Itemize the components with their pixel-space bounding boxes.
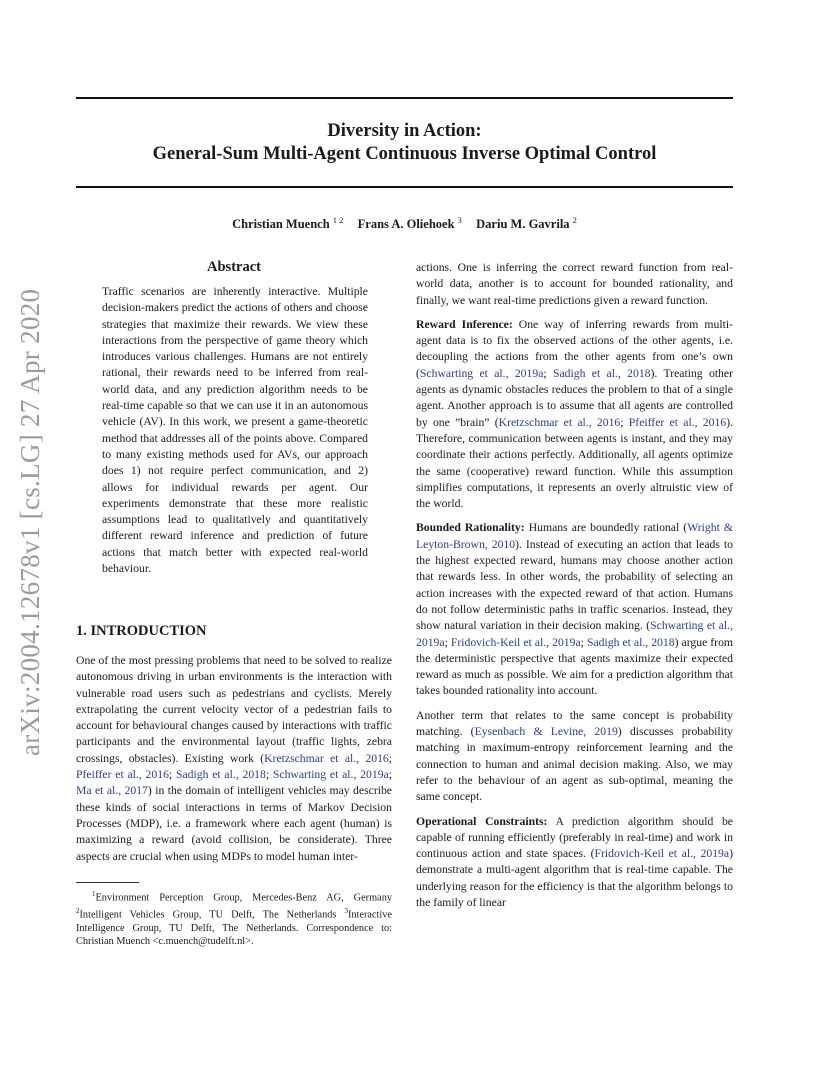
citation-link[interactable]: Kretzschmar et al., 2016	[498, 415, 621, 429]
citation-separator: ;	[265, 768, 273, 782]
citation-link[interactable]: Schwarting et al., 2019a	[416, 619, 733, 649]
paragraph-text: Another term that relates to the same concept is probability matching. (	[416, 708, 733, 739]
paragraph-probability-matching	[416, 708, 733, 806]
citation-link[interactable]: Pfeiffer et al., 2016	[76, 768, 169, 782]
author-name: Frans A. Oliehoek	[357, 217, 455, 232]
citation-link[interactable]: Eysenbach & Levine, 2019	[474, 725, 618, 739]
footnote-text: Intelligent Vehicles Group, TU Delft, The Netherlands	[79, 909, 345, 921]
paragraph-reward-inference	[416, 317, 733, 513]
footnote-rule	[76, 882, 139, 883]
footnote-marker: 3	[344, 906, 348, 915]
affiliation-footnote	[76, 888, 392, 948]
footnote-marker: 2	[76, 906, 80, 915]
paper-title	[76, 120, 733, 166]
paragraph-text: ). Instead of executing an action that leads to the highest expected reward, humans may choose another action that rewards less. In other words, the probability of selecting an action increases with the expected reward of that action. Humans do not follow deterministic paths in traffic scenarios. Instead, they show natural variation in their decision making. (	[416, 537, 734, 633]
paragraph-text: actions. One is inferring the correct reward function from real-world data, another is to account for bounded rationality, and finally, we want real-time predictions given a reward function.	[416, 261, 733, 307]
paragraph-operational-constraints	[416, 814, 733, 912]
paragraph-text: Humans are boundedly rational (	[524, 521, 688, 535]
introduction-paragraph	[76, 653, 392, 865]
abstract-text: Traffic scenarios are inherently interactive. Multiple decision-makers predict the actions of others and choose strategies that maximize their rewards. We view these interactions from the perspective of game theory which introduces various challenges. Humans are not entirely rational, their rewards need to be inferred from real-world data, and any prediction algorithm needs to be real-time capable so that we can use it in an autonomous vehicle (AV). In this work, we present a game-theoretic method that addresses all of the points above. Compared to many existing methods used for AVs, our approach does 1) not require perfect communication, and 2) allows for individual rewards per agent. Our experiments demonstrate that these more realistic assumptions lead to qualitatively and quantitatively different reward inference and prediction of future actions that match better with expected real-world behaviour.	[102, 285, 368, 576]
citation-separator: ;	[543, 366, 553, 380]
top-rule	[76, 97, 733, 99]
title-bottom-rule	[76, 186, 733, 188]
citation-separator: ;	[580, 635, 587, 649]
footnote-marker: 1	[92, 890, 96, 898]
citation-link[interactable]: Kretzschmar et al., 2016	[264, 751, 389, 765]
paragraph-text: ) demonstrate a multi-agent algorithm that is real-time capable. The underlying reason for the efficiency is that the algorithm belongs to the family of linear	[416, 847, 733, 909]
citation-separator: ;	[444, 635, 451, 649]
footnote-text: Environment Perception Group, Mercedes-Benz AG, Germany	[95, 892, 392, 904]
citation-separator: ;	[168, 768, 176, 782]
paragraph-text: A prediction algorithm should be capable of running efficiently (preferably in real-time) and work in continuous action and state spaces. (	[416, 814, 733, 861]
paragraph-heading: Operational Constraints:	[416, 814, 548, 828]
citation-separator: ;	[388, 768, 392, 782]
paragraph-heading: Reward Inference:	[416, 317, 513, 331]
author-name: Christian Muench	[232, 217, 330, 232]
citation-link[interactable]: Schwarting et al., 2019a	[419, 366, 544, 380]
paragraph-text: ). Treating other agents as dynamic obstacles reduces the problem to that of a single agent. Another approach is to assume that all agents are controlled by one ”brain” (	[416, 366, 733, 429]
citation-link[interactable]: Wright & Leyton-Brown, 2010	[416, 521, 733, 551]
title-line-1: Diversity in Action:	[327, 121, 482, 141]
title-line-2: General-Sum Multi-Agent Continuous Inverse Optimal Control	[152, 144, 657, 164]
author-affiliation: 1 2	[332, 215, 344, 225]
right-column	[416, 260, 733, 919]
citation-link[interactable]: Pfeiffer et al., 2016	[628, 415, 727, 429]
paragraph-text: ) discusses probability matching in maximum-entropy reinforcement learning and the connection to human and animal decision making. Also, we may refer to the behaviour of an agent as sub-optimal, meaning the same concept.	[416, 725, 733, 804]
author-affiliation: 3	[457, 215, 462, 225]
section-heading-introduction: 1. INTRODUCTION	[76, 623, 207, 639]
citation-link[interactable]: Ma et al., 2017	[76, 784, 148, 798]
abstract-heading: Abstract	[207, 259, 261, 275]
paragraph-bounded-rationality	[416, 520, 733, 699]
paragraph-text: One way of inferring rewards from multi-agent data is to fix the observed actions of the other agents, i.e. decoupling the actions from the other agents from one’s own (	[416, 317, 733, 380]
arxiv-identifier-stamp[interactable]: arXiv:2004.12678v1 [cs.LG] 27 Apr 2020	[15, 288, 45, 756]
citation-link[interactable]: Sadigh et al., 2018	[175, 768, 266, 782]
author-affiliation: 2	[572, 215, 577, 225]
paragraph-text: ) argue from the deterministic perspective that agents maximize their expected reward as much as possible. We aim for a prediction algorithm that takes bounded rationality into account.	[416, 635, 734, 698]
author-name: Dariu M. Gavrila	[476, 217, 570, 232]
citation-separator: ;	[620, 415, 629, 429]
citation-separator: ;	[388, 751, 393, 765]
author-list	[76, 215, 733, 232]
citation-link[interactable]: Sadigh et al., 2018	[586, 635, 675, 649]
citation-link[interactable]: Fridovich-Keil et al., 2019a	[450, 635, 581, 649]
citation-link[interactable]: Sadigh et al., 2018	[552, 366, 651, 380]
intro-text: One of the most pressing problems that need to be solved to realize autonomous driving in urban environments is the interaction with vulnerable road users such as pedestrians and cyclists. Merely extrapolating the current velocity vector of a pedestrian fails to account for behavioural changes caused by interactions with traffic participants and the environmental layout (traffic lights, zebra crossings, obstacles). Existing work (	[76, 654, 392, 765]
paragraph-heading: Bounded Rationality:	[416, 521, 525, 535]
citation-link[interactable]: Fridovich-Keil et al., 2019a	[594, 847, 730, 861]
paragraph-text: ). Therefore, communication between agents is instant, and they may coordinate their actions perfectly. Additionally, all agents optimize the same (cooperative) reward function. While this assumption simplifies computations, it represents an overly altruistic view of the world.	[416, 415, 734, 511]
paragraph	[416, 260, 733, 309]
citation-link[interactable]: Schwarting et al., 2019a	[272, 768, 389, 782]
footnote-text: Interactive Intelligence Group, TU Delft, The Netherlands. Correspondence to: Christian Muench <c.muench@tudelft.nl>.	[76, 909, 392, 948]
intro-text: ) in the domain of intelligent vehicles may describe these kinds of social interactions in terms of Markov Decision Processes (MDP), i.e. a framework where each agent (human) is maximizing a reward (avoid collision, be considerate). Three aspects are crucial when using MDPs to model human inter-	[76, 784, 392, 863]
